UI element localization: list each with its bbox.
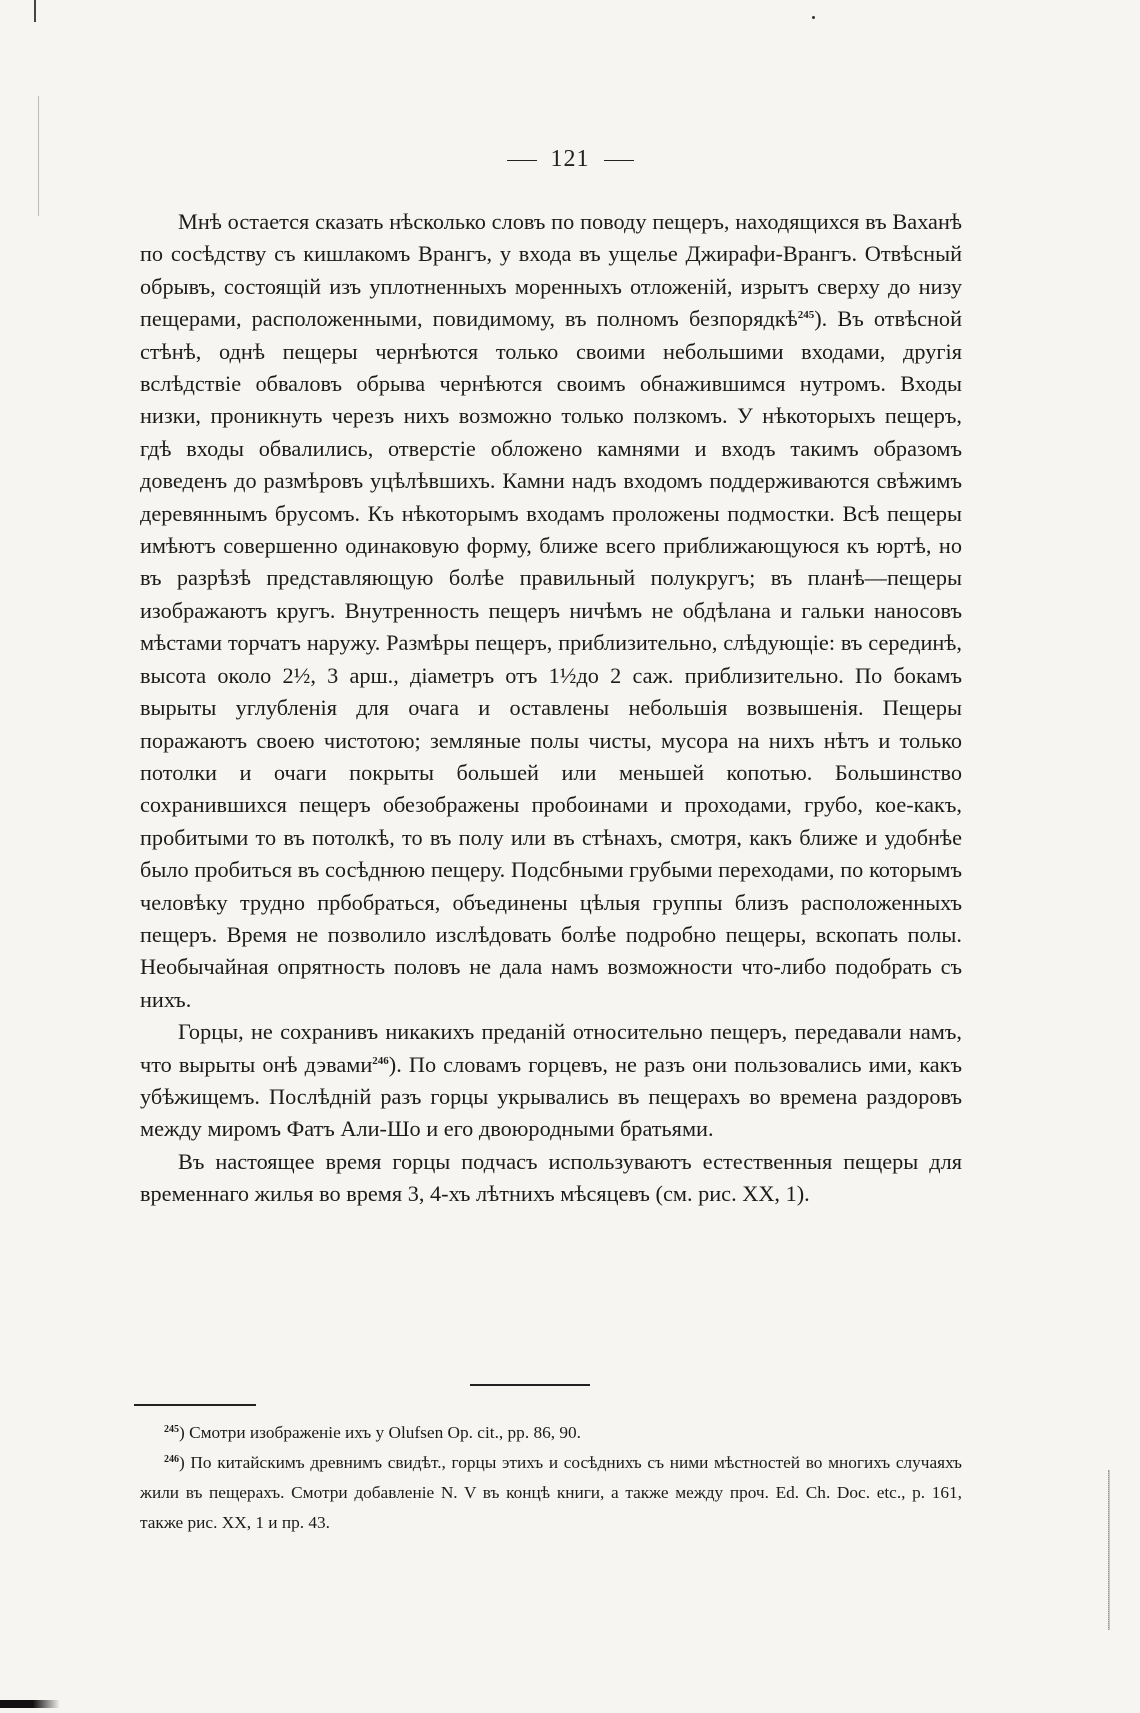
scan-edge-line-right <box>1108 1470 1110 1630</box>
body-text <box>140 206 962 1211</box>
page-number-value: 121 <box>550 146 590 172</box>
scan-speck <box>812 16 815 19</box>
footnote-246-text: ) По китайскимъ древнимъ свидѣт., горцы этихъ и сосѣднихъ съ ними мѣстностей во многихъ случаяхъ жили въ пещерахъ. Смотри добавленіе N. V въ концѣ книги, а также между проч. Ed. Ch. Doc. etc., p. 161, также рис. XX, 1 и пр. 43. <box>140 1453 962 1532</box>
footnote-separator <box>134 1404 256 1406</box>
footnote-246 <box>140 1448 962 1538</box>
paragraph-2-text-b: ). По словамъ горцевъ, не разъ они пользовались ими, какъ убѣжищемъ. Послѣдній разъ горцы укрывались въ пещерахъ во времена раздоровъ между миромъ Фатъ Али-Шо и его двоюродными братьями. <box>140 1051 963 1142</box>
paragraph-3 <box>140 1146 962 1211</box>
footnotes <box>140 1418 962 1538</box>
section-end-rule <box>470 1384 590 1386</box>
footnote-ref-246[interactable]: 246 <box>372 1054 389 1067</box>
paragraph-2-text-a: Горцы, не сохранивъ никакихъ преданій относительно пещеръ, передавали намъ, что вырыты онѣ дэвами <box>140 1019 962 1077</box>
scan-smudge <box>0 1700 60 1708</box>
scan-edge-mark <box>34 0 36 22</box>
paragraph-2 <box>140 1016 962 1146</box>
paragraph-1 <box>140 206 962 1016</box>
footnote-mark-245: 245 <box>164 1424 179 1435</box>
paragraph-3-text: Въ настоящее время горцы подчасъ используваютъ естественныя пещеры для временнаго жилья во время 3, 4-хъ лѣтнихъ мѣсяцевъ (см. рис. XX, 1). <box>140 1148 962 1207</box>
paragraph-1-text-a: Мнѣ остается сказать нѣсколько словъ по поводу пещеръ, находящихся въ Ваханѣ по сосѣдству съ кишлакомъ Врангъ, у входа въ ущелье Джирафи-Врангъ. Отвѣсный обрывъ, состоящій изъ уплотненныхъ моренныхъ отложеній, изрытъ сверху до низу пещерами, расположенными, повидимому, въ полномъ безпорядкѣ <box>140 209 962 332</box>
footnote-245 <box>140 1418 962 1448</box>
footnote-ref-245[interactable]: 245 <box>797 309 815 322</box>
footnote-mark-246: 246 <box>164 1454 179 1465</box>
page-number <box>0 146 1140 173</box>
footnote-245-text: ) Смотри изображеніе ихъ у Olufsen Op. cit., pp. 86, 90. <box>179 1423 581 1442</box>
page-number-dash-left <box>507 160 537 162</box>
page-number-dash-right <box>604 160 634 162</box>
paragraph-1-text-b: ). Въ отвѣсной стѣнѣ, однѣ пещеры чернѣются только своими небольшими входами, другія вслѣдствіе обваловъ обрыва чернѣются своимъ обнажившимся нутромъ. Входы низки, проникнуть черезъ нихъ возможно только ползкомъ. У нѣкоторыхъ пещеръ, гдѣ входы обвалились, отверстіе обложено камнями и входъ такимъ образомъ доведенъ до размѣровъ уцѣлѣвшихъ. Камни надъ входомъ поддерживаются свѣжимъ деревяннымъ брусомъ. Къ нѣкоторымъ входамъ проложены подмостки. Всѣ пещеры имѣютъ совершенно одинаковую форму, ближе всего приближающуюся къ юртѣ, но въ разрѣзѣ представляющую болѣе правильный полукругъ; въ планѣ—пещеры изображаютъ кругъ. Внутренность пещеръ ничѣмъ не обдѣлана и гальки наносовъ мѣстами торчатъ наружу. Размѣры пещеръ, приблизительно, слѣдующіе: въ серединѣ, высота около 2½, 3 арш., діаметръ отъ 1½до 2 саж. приблизительно. По бокамъ вырыты углубленія для очага и оставлены небольшія возвышенія. Пещеры поражаютъ своею чистотою; земляные полы чисты, мусора на нихъ нѣтъ и только потолки и очаги покрыты большей или меньшей копотью. Большинство сохранившихся пещеръ обезображены пробоинами и проходами, грубо, кое-какъ, пробитыми то въ потолкѣ, то въ полу или въ стѣнахъ, смотря, какъ ближе и удобнѣе было пробиться въ сосѣднюю пещеру. Подсбными грубыми переходами, по которымъ человѣку трудно прбобраться, объединены цѣлыя группы близъ расположенныхъ пещеръ. Время не позволило изслѣдовать болѣе подробно пещеры, вскопать полы. Необычайная опрятность половъ не дала намъ возможности что-либо подобрать съ нихъ. <box>140 306 962 1012</box>
